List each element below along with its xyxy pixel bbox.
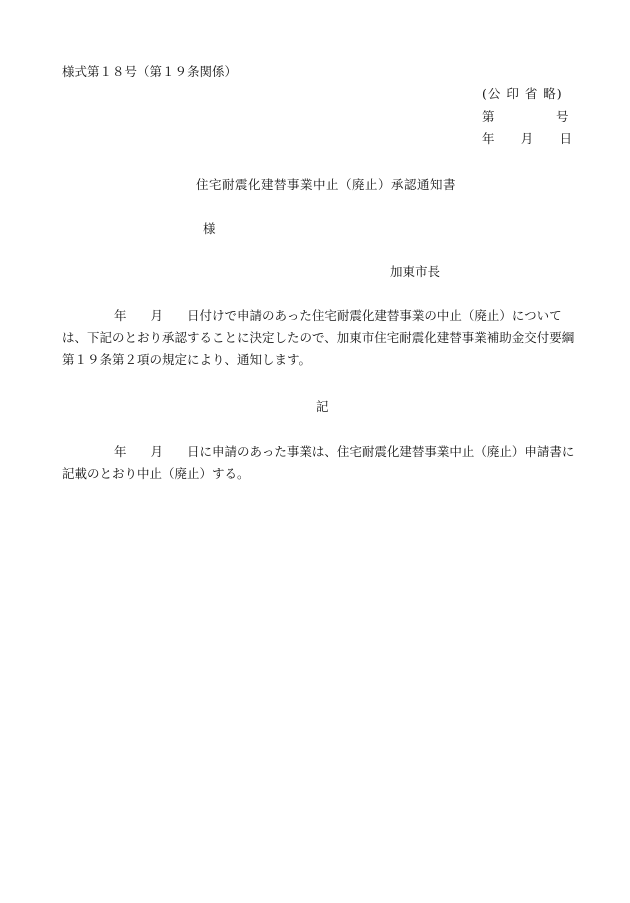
body-paragraph [62,305,584,371]
body-year-label: 年 [114,308,127,323]
document-number-suffix: 号 [556,109,569,124]
issue-date [482,133,572,146]
note-month-label: 月 [150,444,164,459]
document-number-prefix: 第 [482,109,495,124]
seal-omitted-note: (公 印 省 略) [482,86,563,101]
date-month-label: 月 [520,131,534,146]
note-year-label: 年 [114,444,127,459]
form-number: 様式第１８号（第１９条関係） [62,64,238,79]
issuer-name: 加東市長 [390,264,441,279]
note-text: 日に申請のあった事業は、住宅耐震化建替事業中止（廃止）申請書に記載のとおり中止（廃止）する。 [62,444,575,481]
date-day-label: 日 [559,131,572,146]
addressee-suffix: 様 [203,221,216,236]
body-month-label: 月 [150,308,164,323]
ki-heading: 記 [316,399,329,414]
body-text: 日付けで申請のあった住宅耐震化建替事業の中止（廃止）については、下記のとおり承認することに決定したので、加東市住宅耐震化建替事業補助金交付要綱第１９条第２項の規定により、通知します。 [62,308,575,367]
document-title: 住宅耐震化建替事業中止（廃止）承認通知書 [196,177,457,192]
date-year-label: 年 [482,131,495,146]
note-paragraph [62,441,584,485]
